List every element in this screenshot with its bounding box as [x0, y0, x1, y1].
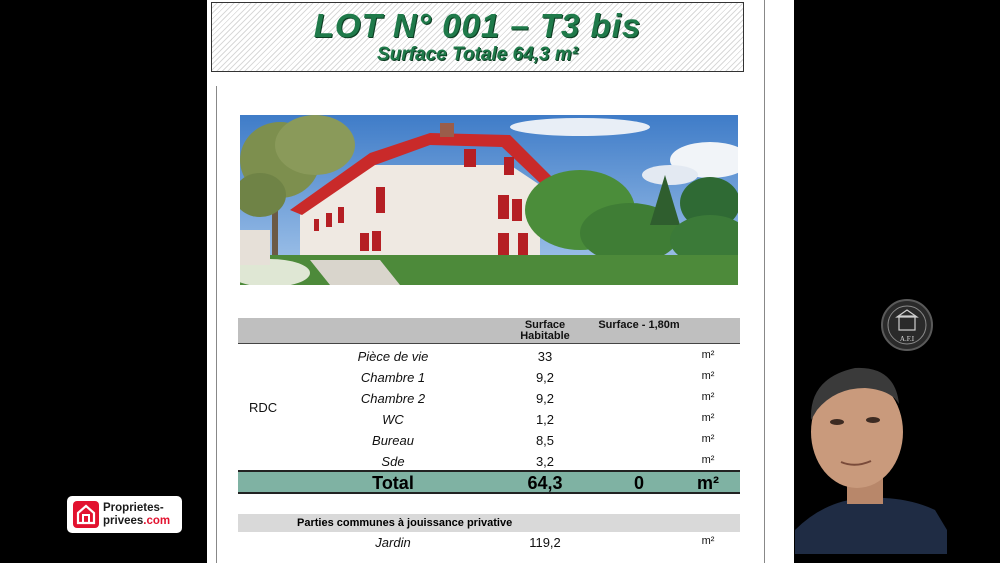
room-surface: 1,2 [535, 412, 555, 427]
afi-seal-icon [881, 299, 933, 351]
logo-domain-suffix: .com [143, 514, 171, 527]
room-surface: 9,2 [535, 370, 555, 385]
total-surface-subtitle: Surface Totale 64,3 m² [377, 44, 578, 65]
room-surface: 9,2 [535, 391, 555, 406]
room-name: Chambre 1 [360, 370, 426, 385]
garden-unit: m² [701, 535, 715, 547]
header-surface-habitable: Surface Habitable [520, 319, 570, 342]
total-below-180: 0 [633, 473, 644, 493]
room-surface: 8,5 [535, 433, 555, 448]
room-name: Bureau [372, 433, 414, 448]
level-label: RDC [249, 400, 278, 415]
property-rendering-image [240, 115, 738, 285]
logo-line-1: Proprietes- [103, 501, 164, 514]
table-row [238, 412, 740, 433]
common-areas-title: Parties communes à jouissance privative [297, 517, 513, 529]
room-unit: m² [701, 349, 715, 361]
room-unit: m² [701, 454, 715, 466]
room-name: Pièce de vie [357, 349, 429, 364]
total-habitable: 64,3 [527, 473, 563, 493]
room-unit: m² [701, 370, 715, 382]
table-row [238, 535, 740, 556]
total-label: Total [372, 473, 414, 493]
room-unit: m² [701, 391, 715, 403]
room-name: Sde [381, 454, 405, 469]
left-border-line [216, 86, 217, 563]
logo-line-2: privees [103, 514, 144, 527]
total-unit: m² [697, 473, 719, 493]
table-row [238, 349, 740, 370]
seal-label: A.F.I [899, 335, 915, 343]
room-name: Chambre 2 [360, 391, 426, 406]
table-header [238, 318, 740, 344]
garden-name: Jardin [375, 535, 411, 550]
room-unit: m² [701, 412, 715, 424]
room-name: WC [382, 412, 404, 427]
house-logo-icon [73, 501, 99, 528]
header-surface-below-180: Surface - 1,80m [598, 319, 680, 331]
room-unit: m² [701, 433, 715, 445]
proprietes-privees-logo [67, 496, 182, 533]
table-row [238, 433, 740, 454]
lot-title-banner [211, 2, 744, 72]
table-row [238, 391, 740, 412]
agent-portrait-photo [795, 360, 947, 554]
table-row [238, 370, 740, 391]
common-areas-header [238, 514, 740, 532]
garden-surface: 119,2 [529, 535, 561, 550]
room-surface: 3,2 [535, 454, 555, 469]
right-border-line [764, 0, 765, 563]
lot-title: LOT N° 001 – T3 bis [313, 7, 642, 44]
room-surface: 33 [537, 349, 553, 364]
total-row [238, 470, 740, 494]
